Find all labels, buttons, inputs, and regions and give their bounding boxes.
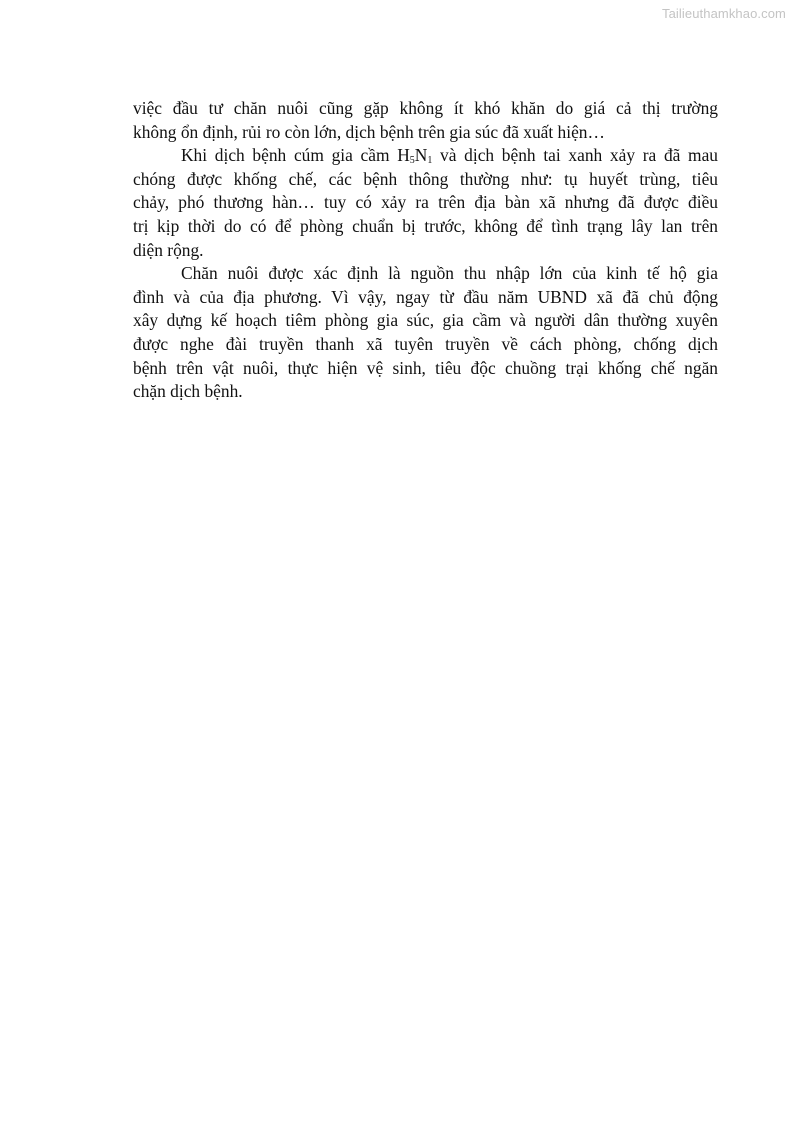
paragraph-line: bệnh trên vật nuôi, thực hiện vệ sinh, tiêu độc chuồng trại khống chế ngăn (133, 357, 718, 378)
subscript-1: 1 (427, 155, 433, 167)
paragraph-line: xây dựng kế hoạch tiêm phòng gia súc, gia cầm và người dân thường xuyên (133, 310, 718, 331)
paragraph-line: không ổn định, rủi ro còn lớn, dịch bệnh trên gia súc đã xuất hiện… (133, 121, 605, 142)
paragraph-line: chóng được khống chế, các bệnh thông thường như: tụ huyết trùng, tiêu (133, 168, 718, 189)
paragraph-1 (133, 97, 718, 144)
paragraph-line: việc đầu tư chăn nuôi cũng gặp không ít khó khăn do giá cả thị trường (133, 98, 718, 118)
watermark-text: Tailieuthamkhao.com (661, 6, 786, 21)
paragraph-2 (133, 144, 718, 262)
text-run: và dịch bệnh tai xanh xảy ra đã mau (432, 145, 719, 166)
paragraph-line-with-subscript (133, 144, 718, 168)
paragraph-line: diện rộng. (133, 239, 204, 260)
paragraph-line: đình và của địa phương. Vì vậy, ngay từ đầu năm UBND xã đã chủ động (133, 286, 718, 307)
paragraph-line: chảy, phó thương hàn… tuy có xảy ra trên địa bàn xã nhưng đã được điều (133, 192, 718, 213)
paragraph-line: Chăn nuôi được xác định là nguồn thu nhập lớn của kinh tế hộ gia (181, 263, 718, 284)
paragraph-line: được nghe đài truyền thanh xã tuyên truyền về cách phòng, chống dịch (133, 333, 718, 354)
text-run: Khi dịch bệnh cúm gia cầm H (181, 145, 410, 166)
paragraph-line: chặn dịch bệnh. (133, 381, 243, 402)
text-run: N (414, 145, 428, 166)
subscript-5: 5 (409, 155, 415, 167)
paragraph-3 (133, 262, 718, 404)
paragraph-line: trị kịp thời do có để phòng chuẩn bị trước, không để tình trạng lây lan trên (133, 215, 718, 236)
document-body (133, 97, 718, 404)
